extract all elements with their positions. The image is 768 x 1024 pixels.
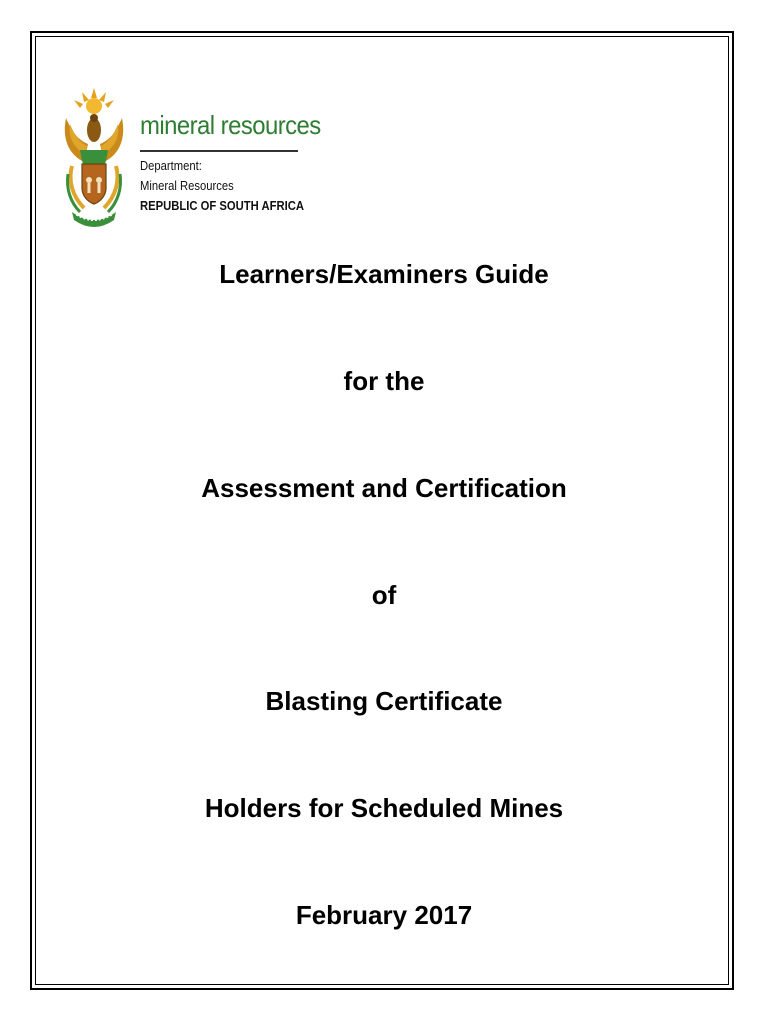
document-date: February 2017 xyxy=(295,900,473,930)
title-line-6: Holders for Scheduled Mines xyxy=(204,793,564,823)
title-line-1: Learners/Examiners Guide xyxy=(219,259,549,289)
brand-name: mineral resources xyxy=(140,110,321,140)
brand-divider xyxy=(140,150,298,152)
country-name: REPUBLIC OF SOUTH AFRICA xyxy=(140,199,304,213)
coat-of-arms-icon xyxy=(58,84,130,232)
title-line-2: for the xyxy=(343,366,425,396)
department-label: Department: xyxy=(140,159,202,173)
title-line-3: Assessment and Certification xyxy=(201,473,567,503)
department-logo xyxy=(58,82,321,232)
title-line-4: of xyxy=(371,580,397,610)
department-name: Mineral Resources xyxy=(140,179,234,193)
title-line-5: Blasting Certificate xyxy=(265,686,503,716)
